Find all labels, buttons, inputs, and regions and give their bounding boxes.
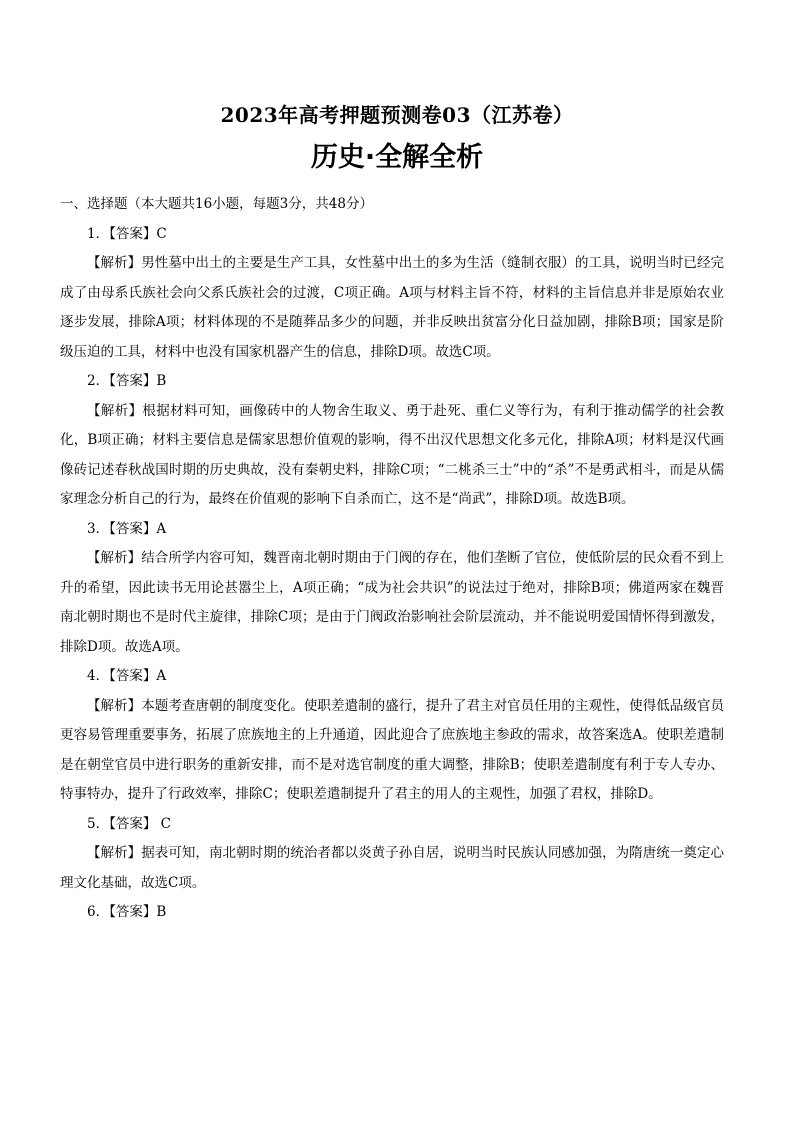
answer-4: 4．【答案】A (87, 668, 167, 684)
section-title: 一、选择题（本大题共16小题，每题3分，共48分） (60, 196, 373, 212)
analysis-1: 【解析】男性墓中出土的主要是生产工具，女性墓中出土的多为生活（缝制衣服）的工具，说明当时已经完成了由母系氏族社会向父系氏族社会的过渡，C项正确。A项与材料主旨不符，材料的主旨信息并非是原始农业逐步发展，排除A项；材料体现的不是随葬品多少的问题，并非反映出贫富分化日益加剧，排除B项；国家是阶级压迫的工具，材料中也没有国家机器产生的信息，排除D项。故选C项。 (60, 255, 724, 360)
analysis-4: 【解析】本题考查唐朝的制度变化。使职差遣制的盛行，提升了君主对官员任用的主观性，使得低品级官员更容易管理重要事务，拓展了庶族地主的上升通道，因此迎合了庶族地主参政的需求，故答案选A。使职差遣制是在朝堂官员中进行职务的重新安排，而不是对选官制度的重大调整，排除B；使职差遣制度有利于专人专办、特事特办，提升了行政效率，排除C；使职差遣制提升了君主的用人的主观性，加强了君权，排除D。 (60, 697, 724, 802)
analysis-5: 【解析】据表可知，南北朝时期的统治者都以炎黄子孙自居，说明当时民族认同感加强，为隋唐统一奠定心理文化基础，故选C项。 (60, 845, 724, 891)
answer-6: 6．【答案】B (87, 904, 167, 920)
document-body (60, 190, 724, 928)
answer-2: 2．【答案】B (87, 373, 167, 389)
answer-1: 1．【答案】C (87, 225, 167, 242)
answer-3: 3．【答案】A (87, 520, 167, 537)
document-title: 2023年高考押题预测卷03（江苏卷） (220, 103, 574, 127)
document-subtitle: 历史·全解全析 (310, 142, 484, 173)
analysis-3: 【解析】结合所学内容可知，魏晋南北朝时期由于门阀的存在，他们垄断了官位，使低阶层的民众看不到上升的希望，因此读书无用论甚嚣尘上，A项正确；“成为社会共识”的说法过于绝对，排除B项；佛道两家在魏晋南北朝时期也不是时代主旋律，排除C项；是由于门阀政治影响社会阶层流动，并不能说明爱国情怀得到激发，排除D项。故选A项。 (60, 550, 724, 655)
analysis-2: 【解析】根据材料可知，画像砖中的人物舍生取义、勇于赴死、重仁义等行为，有利于推动儒学的社会教化，B项正确；材料主要信息是儒家思想价值观的影响，得不出汉代思想文化多元化，排除A项；材料是汉代画像砖记述春秋战国时期的历史典故，没有秦朝史料，排除C项；“二桃杀三士”中的“杀”不是勇武相斗，而是从儒家理念分析自己的行为，最终在价值观的影响下自杀而亡，这不是“尚武”，排除D项。故选B项。 (60, 402, 724, 507)
answer-5: 5．【答案】 C (87, 815, 171, 832)
